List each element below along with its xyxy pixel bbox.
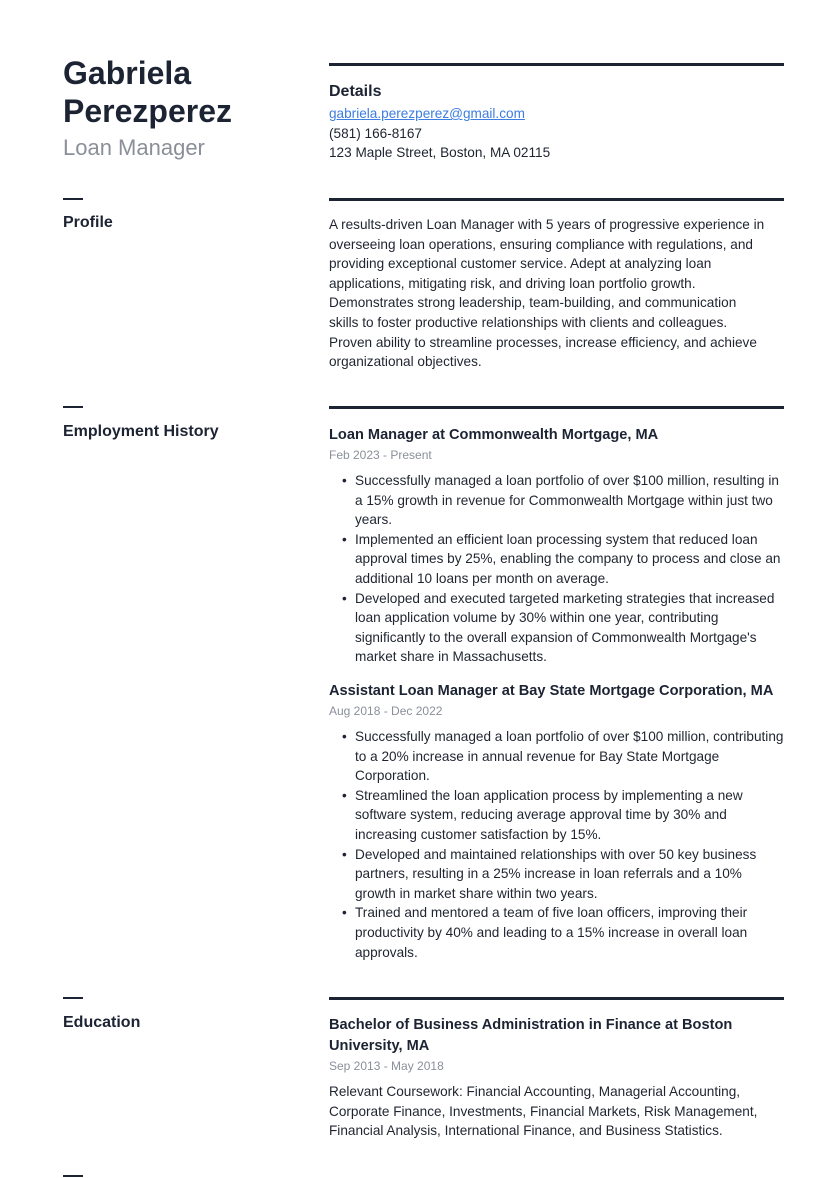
profile-text: A results-driven Loan Manager with 5 years of progressive experience in overseeing loan operations, ensuring compliance with regulations, and providing exceptional customer service. Adept at analyzing loan applications, mitigating risk, and driving loan portfolio growth. Demonstrates strong leadership, team-building, and communication skills to foster productive relationships with clients and colleagues. Proven ability to streamline processes, increase efficiency, and achieve organizational objectives. [329, 217, 765, 370]
list-item: • Developed and maintained relationships with over 50 key business partners, resulting in a 25% increase in loan referrals and a 10% growth in market share within two years. [355, 845, 785, 904]
job-bullets [329, 727, 785, 962]
profile-divider [329, 198, 784, 201]
education-divider [329, 997, 784, 1000]
list-item: • Successfully managed a loan portfolio of over $100 million, resulting in a 15% growth in revenue for Commonwealth Mortgage within just two years. [355, 471, 785, 530]
next-section-dash [63, 1175, 83, 1177]
education-heading: Education [63, 1014, 141, 1031]
job-dates: Aug 2018 - Dec 2022 [329, 704, 443, 718]
candidate-name: Gabriela Perezperez [63, 55, 232, 129]
details-divider [329, 63, 784, 66]
profile-dash [63, 198, 83, 200]
list-item: • Trained and mentored a team of five loan officers, improving their productivity by 40% and leading to a 15% increase in overall loan approvals. [355, 903, 785, 962]
list-item: • Implemented an efficient loan processing system that reduced loan approval times by 25%, enabling the company to process and close an additional 10 loans per month on average. [355, 530, 785, 589]
degree-heading: Bachelor of Business Administration in Finance at Boston University, MA [329, 1017, 733, 1054]
phone-number: (581) 166-8167 [329, 125, 422, 141]
job-dates: Feb 2023 - Present [329, 448, 432, 462]
address: 123 Maple Street, Boston, MA 02115 [329, 145, 551, 161]
job-heading: Assistant Loan Manager at Bay State Mortgage Corporation, MA [329, 683, 774, 699]
job-bullets [329, 471, 785, 667]
details-heading: Details [329, 83, 382, 100]
education-dates: Sep 2013 - May 2018 [329, 1059, 444, 1073]
employment-dash [63, 406, 83, 408]
list-item: • Developed and executed targeted marketing strategies that increased loan application volume by 30% within one year, contributing significantly to the overall expansion of Commonwealth Mortgage's market share in Massachusetts. [355, 589, 785, 667]
job-entry [329, 425, 785, 667]
list-item: • Streamlined the loan application process by implementing a new software system, reducing average approval time by 30% and increasing customer satisfaction by 15%. [355, 786, 785, 845]
employment-heading: Employment History [63, 423, 219, 440]
education-dash [63, 997, 83, 999]
job-heading: Loan Manager at Commonwealth Mortgage, MA [329, 427, 659, 443]
list-item: • Successfully managed a loan portfolio of over $100 million, contributing to a 20% increase in annual revenue for Bay State Mortgage Corporation. [355, 727, 785, 786]
coursework-text: Relevant Coursework: Financial Accounting, Managerial Accounting, Corporate Finance, Investments, Financial Markets, Risk Management, Financial Analysis, International Finance, and Business Statistics. [329, 1084, 758, 1139]
profile-heading: Profile [63, 214, 113, 231]
email-link[interactable]: gabriela.perezperez@gmail.com [329, 106, 525, 121]
job-entry [329, 681, 785, 962]
candidate-title: Loan Manager [63, 135, 205, 160]
education-entry [329, 1015, 769, 1141]
details-section [329, 82, 785, 163]
employment-divider [329, 406, 784, 409]
